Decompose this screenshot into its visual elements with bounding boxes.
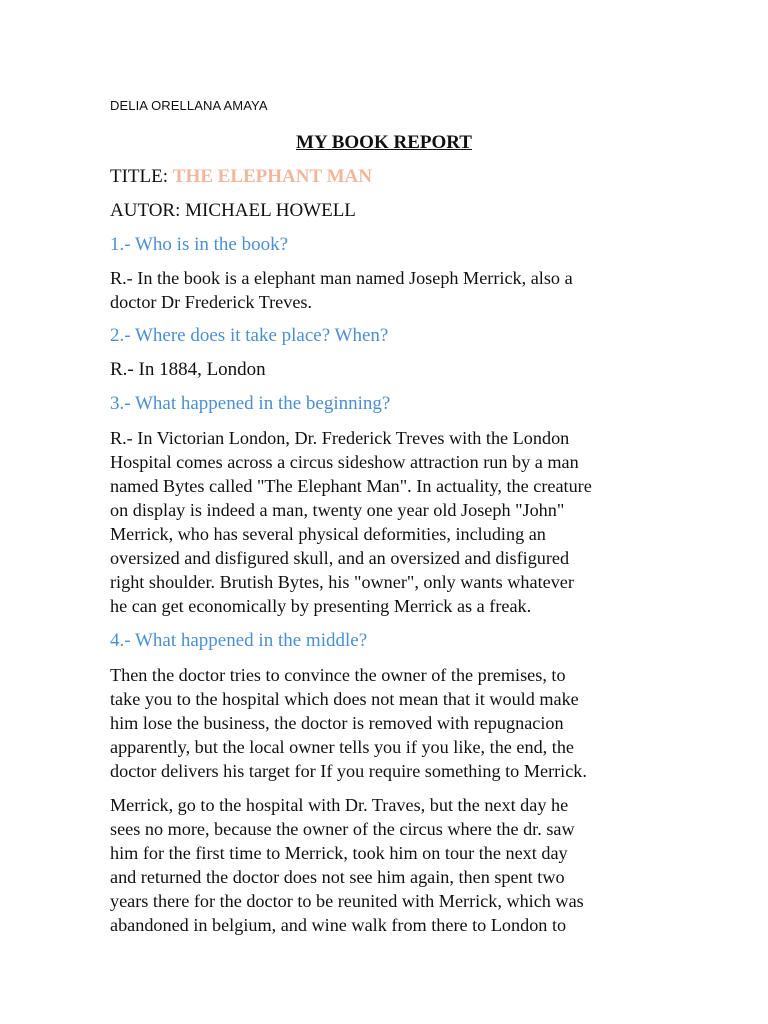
answer-4-line: take you to the hospital which does not mean that it would make: [110, 689, 579, 709]
author-name: DELIA ORELLANA AMAYA: [110, 98, 268, 113]
answer-5-line: Merrick, go to the hospital with Dr. Traves, but the next day he: [110, 795, 569, 815]
answer-4-line: doctor delivers his target for If you require something to Merrick.: [110, 761, 587, 781]
answer-4-line: him lose the business, the doctor is removed with repugnacion: [110, 713, 564, 733]
report-heading: MY BOOK REPORT: [296, 132, 472, 153]
answer-5-line: him for the first time to Merrick, took him on tour the next day: [110, 843, 568, 863]
answer-3-line: oversized and disfigured skull, and an oversized and disfigured: [110, 548, 570, 568]
answer-3-line: R.- In Victorian London, Dr. Frederick Treves with the London: [110, 428, 570, 448]
author-line: AUTOR: MICHAEL HOWELL: [110, 200, 356, 221]
answer-2: R.- In 1884, London: [110, 359, 266, 380]
answer-1: [110, 266, 670, 314]
question-1: 1.- Who is in the book?: [110, 234, 289, 255]
answer-5-line: abandoned in belgium, and wine walk from there to London to: [110, 915, 567, 935]
title-line: [110, 166, 372, 188]
answer-1-line: R.- In the book is a elephant man named Joseph Merrick, also a: [110, 268, 573, 288]
answer-3: [110, 426, 670, 618]
answer-3-line: he can get economically by presenting Merrick as a freak.: [110, 596, 532, 616]
book-title: THE ELEPHANT MAN: [172, 166, 372, 187]
answer-4-line: apparently, but the local owner tells you if you like, the end, the: [110, 737, 574, 757]
answer-3-line: right shoulder. Brutish Bytes, his "owner", only wants whatever: [110, 572, 574, 592]
answer-3-line: on display is indeed a man, twenty one year old Joseph "John": [110, 500, 565, 520]
question-3: 3.- What happened in the beginning?: [110, 393, 391, 414]
answer-1-line: doctor Dr Frederick Treves.: [110, 292, 313, 312]
title-label: TITLE:: [110, 166, 169, 187]
answer-5-line: years there for the doctor to be reunited with Merrick, which was: [110, 891, 584, 911]
answer-5-line: sees no more, because the owner of the circus where the dr. saw: [110, 819, 575, 839]
answer-4-continued: [110, 793, 670, 937]
question-2: 2.- Where does it take place? When?: [110, 325, 389, 346]
answer-3-line: Hospital comes across a circus sideshow attraction run by a man: [110, 452, 579, 472]
answer-4-line: Then the doctor tries to convince the owner of the premises, to: [110, 665, 566, 685]
answer-5-line: and returned the doctor does not see him again, then spent two: [110, 867, 565, 887]
answer-3-line: named Bytes called "The Elephant Man". In actuality, the creature: [110, 476, 592, 496]
question-4: 4.- What happened in the middle?: [110, 630, 368, 651]
answer-3-line: Merrick, who has several physical deformities, including an: [110, 524, 546, 544]
answer-4: [110, 663, 670, 783]
